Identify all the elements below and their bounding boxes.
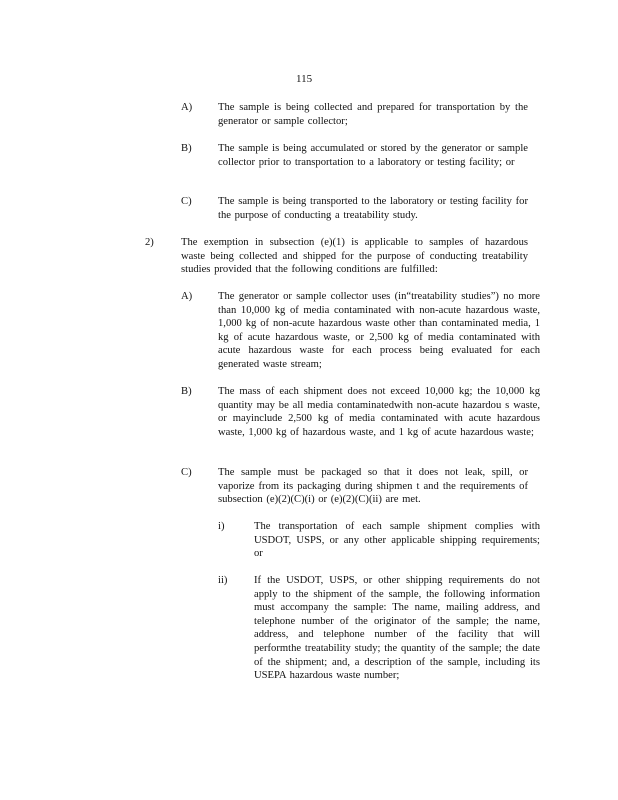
item-2c-i-label: i) [218, 521, 225, 532]
item-a-label: A) [181, 102, 193, 113]
item-2-text: The exemption in subsection (e)(1) is applicable to samples of hazardous waste being collected and shipped for the purpose of conducting treatability studies provided that the following conditions are fulfilled: [181, 237, 528, 276]
item-2c-i-text: The transportation of each sample shipment complies with USDOT, USPS, or any other applicable shipping requirements; or [254, 521, 540, 560]
item-2c-label: C) [181, 467, 192, 478]
item-2-label: 2) [145, 237, 154, 248]
item-2c-ii-text: If the USDOT, USPS, or other shipping requirements do not apply to the shipment of the sample, the following information must accompany the sample: The name, mailing address, and telephone number of the originator of the sample; the name, address, and telephone number of the facility that will performthe treatability study; the quantity of the sample; the date of the shipment; and, a description of the sample, including its USEPA hazardous waste number; [254, 575, 540, 682]
item-b-label: B) [181, 143, 192, 154]
item-2b-label: B) [181, 386, 192, 397]
item-a-text: The sample is being collected and prepared for transportation by the generator or sample collector; [218, 102, 528, 127]
page-number: 115 [296, 73, 313, 85]
item-2a-text: The generator or sample collector uses (in“treatability studies”) no more than 10,000 kg of media contaminated with non-acute hazardous waste, 1,000 kg of non-acute hazardous waste other than contaminated media, 1 kg of acute hazardous waste, or 2,500 kg of media contaminated with acute hazardous waste for each process being evaluated for each generated waste stream; [218, 291, 540, 370]
item-c-label: C) [181, 196, 192, 207]
item-c-text: The sample is being transported to the laboratory or testing facility for the purpose of conducting a treatability study. [218, 196, 528, 221]
item-2c-text: The sample must be packaged so that it does not leak, spill, or vaporize from its packaging during shipmen t and the requirements of subsection (e)(2)(C)(i) or (e)(2)(C)(ii) are met. [218, 467, 528, 506]
item-2a-label: A) [181, 291, 193, 302]
item-2c-ii-label: ii) [218, 575, 228, 586]
item-b-text: The sample is being accumulated or stored by the generator or sample collector prior to transportation to a laboratory or testing facility; or [218, 143, 528, 168]
item-2b-text: The mass of each shipment does not exceed 10,000 kg; the 10,000 kg quantity may be all media contaminatedwith non-acute hazardou s waste, or mayinclude 2,500 kg of media contaminated with acute hazardous waste, 1,000 kg of hazardous waste, and 1 kg of acute hazardous waste; [218, 386, 540, 438]
